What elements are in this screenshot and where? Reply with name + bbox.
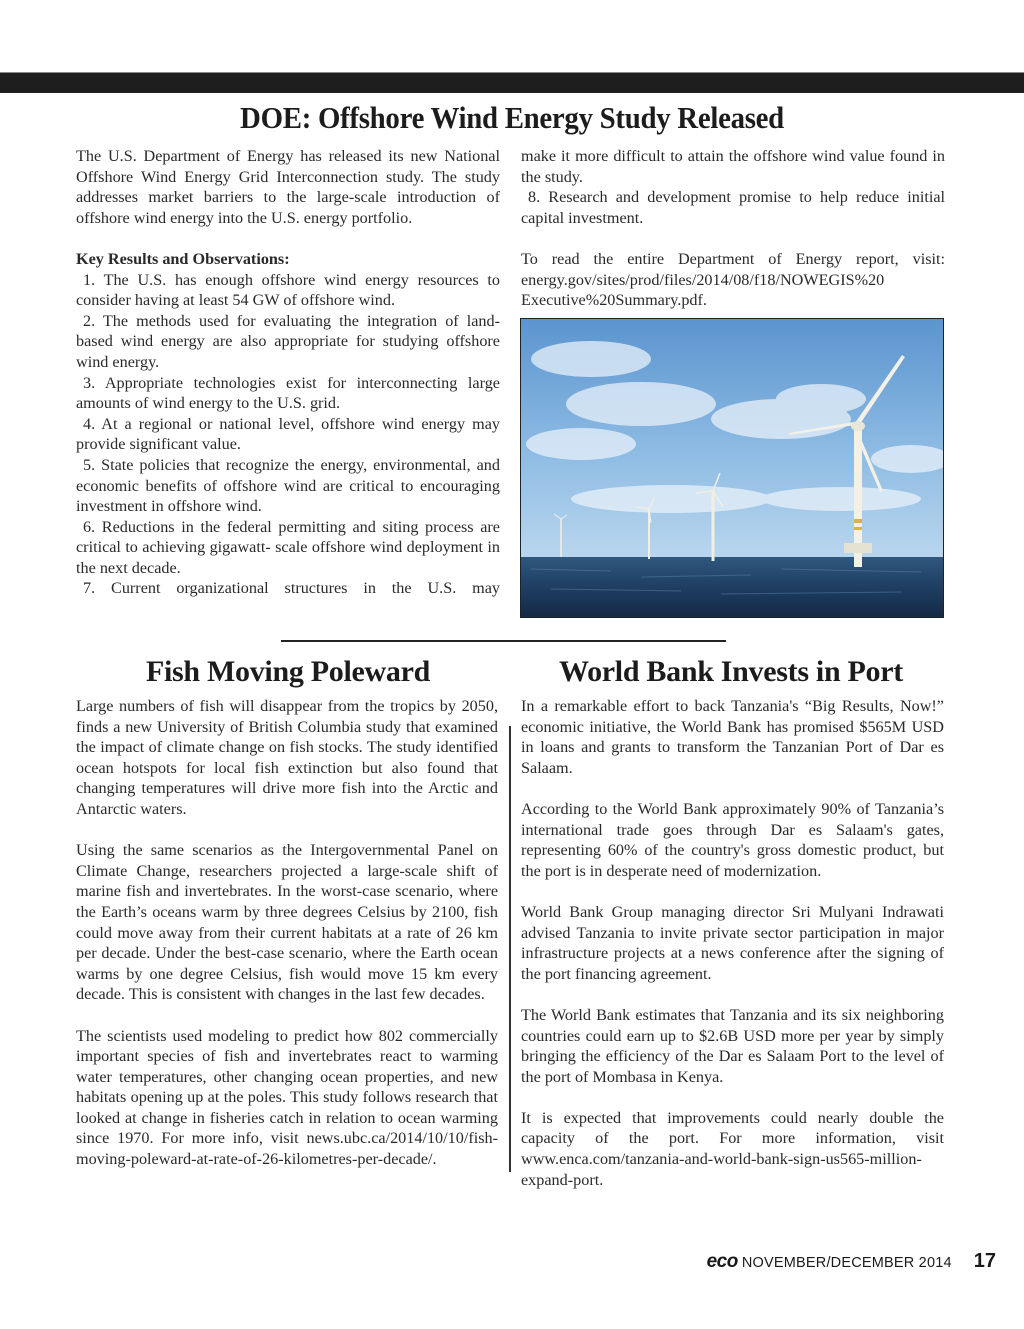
fish-paragraph-3: The scientists used modeling to predict how 802 commercially important species of fish and invertebrates react to warming water temperatures, other changing ocean properties, and new habitats opening up at the poles. This study follows research that looked at change in fisheries catch in relation to ocean warming since 1970. For more info, visit news.ubc.ca/2014/10/10/fish-moving-poleward-at-rate-of-26-kilometres-per-decade/. — [76, 1026, 498, 1169]
fish-article-body — [76, 696, 498, 1170]
key-results-heading: Key Results and Observations: — [76, 249, 290, 268]
page-footer — [707, 1250, 996, 1273]
report-link-url-1[interactable]: energy.gov/sites/prod/files/2014/08/f18/NOWEGIS%20 — [521, 270, 885, 289]
column-rule — [509, 726, 511, 1172]
wb-paragraph-4: The World Bank estimates that Tanzania and its six neighboring countries could earn up to $2.6B USD more per year by simply bringing the efficiency of the Dar es Salaam Port to the level of the port of Mombasa in Kenya. — [521, 1005, 944, 1086]
doe-intro: The U.S. Department of Energy has released its new National Offshore Wind Energy Grid Interconnection study. The study addresses market barriers to the large-scale introduction of offshore wind energy into the U.S. energy portfolio. — [76, 147, 500, 227]
doe-column-left — [76, 146, 500, 599]
result-item-6: 6. Reductions in the federal permitting and siting process are critical to achieving gigawatt- scale offshore wind deployment in the next decade. — [76, 517, 500, 577]
world-bank-headline: World Bank Invests in Port — [559, 655, 903, 688]
wb-paragraph-5: It is expected that improvements could nearly double the capacity of the port. For more information, visit www.enca.com/tanzania-and-world-bank-sign-us565-million-expand-port. — [521, 1108, 944, 1189]
result-item-2: 2. The methods used for evaluating the integration of land-based wind energy are also appropriate for studying offshore wind energy. — [76, 311, 500, 371]
result-item-1: 1. The U.S. has enough offshore wind energy resources to consider having at least 54 GW of offshore wind. — [76, 270, 500, 310]
report-link-url-2[interactable]: Executive%20Summary.pdf. — [521, 291, 707, 310]
wb-paragraph-2: According to the World Bank approximately 90% of Tanzania’s international trade goes through Dar es Salaam's gates, representing 60% of the country's gross domestic product, but the port is in desperate need of modernization. — [521, 799, 944, 880]
offshore-wind-turbines-photo — [520, 318, 944, 618]
issue-date: NOVEMBER/DECEMBER 2014 — [741, 1255, 952, 1271]
result-item-8: 8. Research and development promise to help reduce initial capital investment. — [521, 188, 945, 227]
world-bank-article-body — [521, 696, 944, 1190]
result-item-7-start: 7. Current organizational structures in the U.S. may — [83, 579, 500, 598]
magazine-logo: eco — [706, 1251, 738, 1272]
fish-paragraph-1: Large numbers of fish will disappear from the tropics by 2050, finds a new University of British Columbia study that examined the impact of climate change on fish stocks. The study identified ocean hotspots for local fish extinction but also found that changing temperatures will drive more fish into the Arctic and Antarctic waters. — [76, 697, 498, 818]
report-link-intro: To read the entire Department of Energy report, visit: — [521, 249, 945, 268]
result-item-7-continued: make it more difficult to attain the offshore wind value found in the study. — [521, 147, 945, 186]
wb-paragraph-3: World Bank Group managing director Sri Mulyani Indrawati advised Tanzania to invite private sector participation in major infrastructure projects at a news conference after the signing of the port financing agreement. — [521, 902, 944, 983]
result-item-4: 4. At a regional or national level, offshore wind energy may provide significant value. — [76, 414, 500, 454]
wb-paragraph-1: In a remarkable effort to back Tanzania's “Big Results, Now!” economic initiative, the World Bank has promised $565M USD in loans and grants to transform the Tanzanian Port of Dar es Salaam. — [521, 697, 944, 777]
result-item-3: 3. Appropriate technologies exist for interconnecting large amounts of wind energy to the U.S. grid. — [76, 373, 500, 413]
fish-paragraph-2: Using the same scenarios as the Intergovernmental Panel on Climate Change, researchers projected a large-scale shift of marine fish and invertebrates. In the worst-case scenario, where the Earth’s oceans warm by three degrees Celsius by 2100, fish could move away from their current habitats at a rate of 26 km per decade. Under the best-case scenario, where the Earth ocean warms by one degree Celsius, fish would move 15 km every decade. This is consistent with changes in the last few decades. — [76, 841, 498, 1004]
doe-column-right — [521, 146, 945, 311]
fish-headline: Fish Moving Poleward — [146, 655, 430, 688]
page-number: 17 — [973, 1250, 996, 1272]
doe-headline: DOE: Offshore Wind Energy Study Released — [240, 100, 784, 135]
header-bar — [0, 72, 1024, 93]
result-item-5: 5. State policies that recognize the energy, environmental, and economic benefits of offshore wind are critical to encouraging investment in offshore wind. — [76, 455, 500, 516]
section-divider — [281, 640, 726, 642]
